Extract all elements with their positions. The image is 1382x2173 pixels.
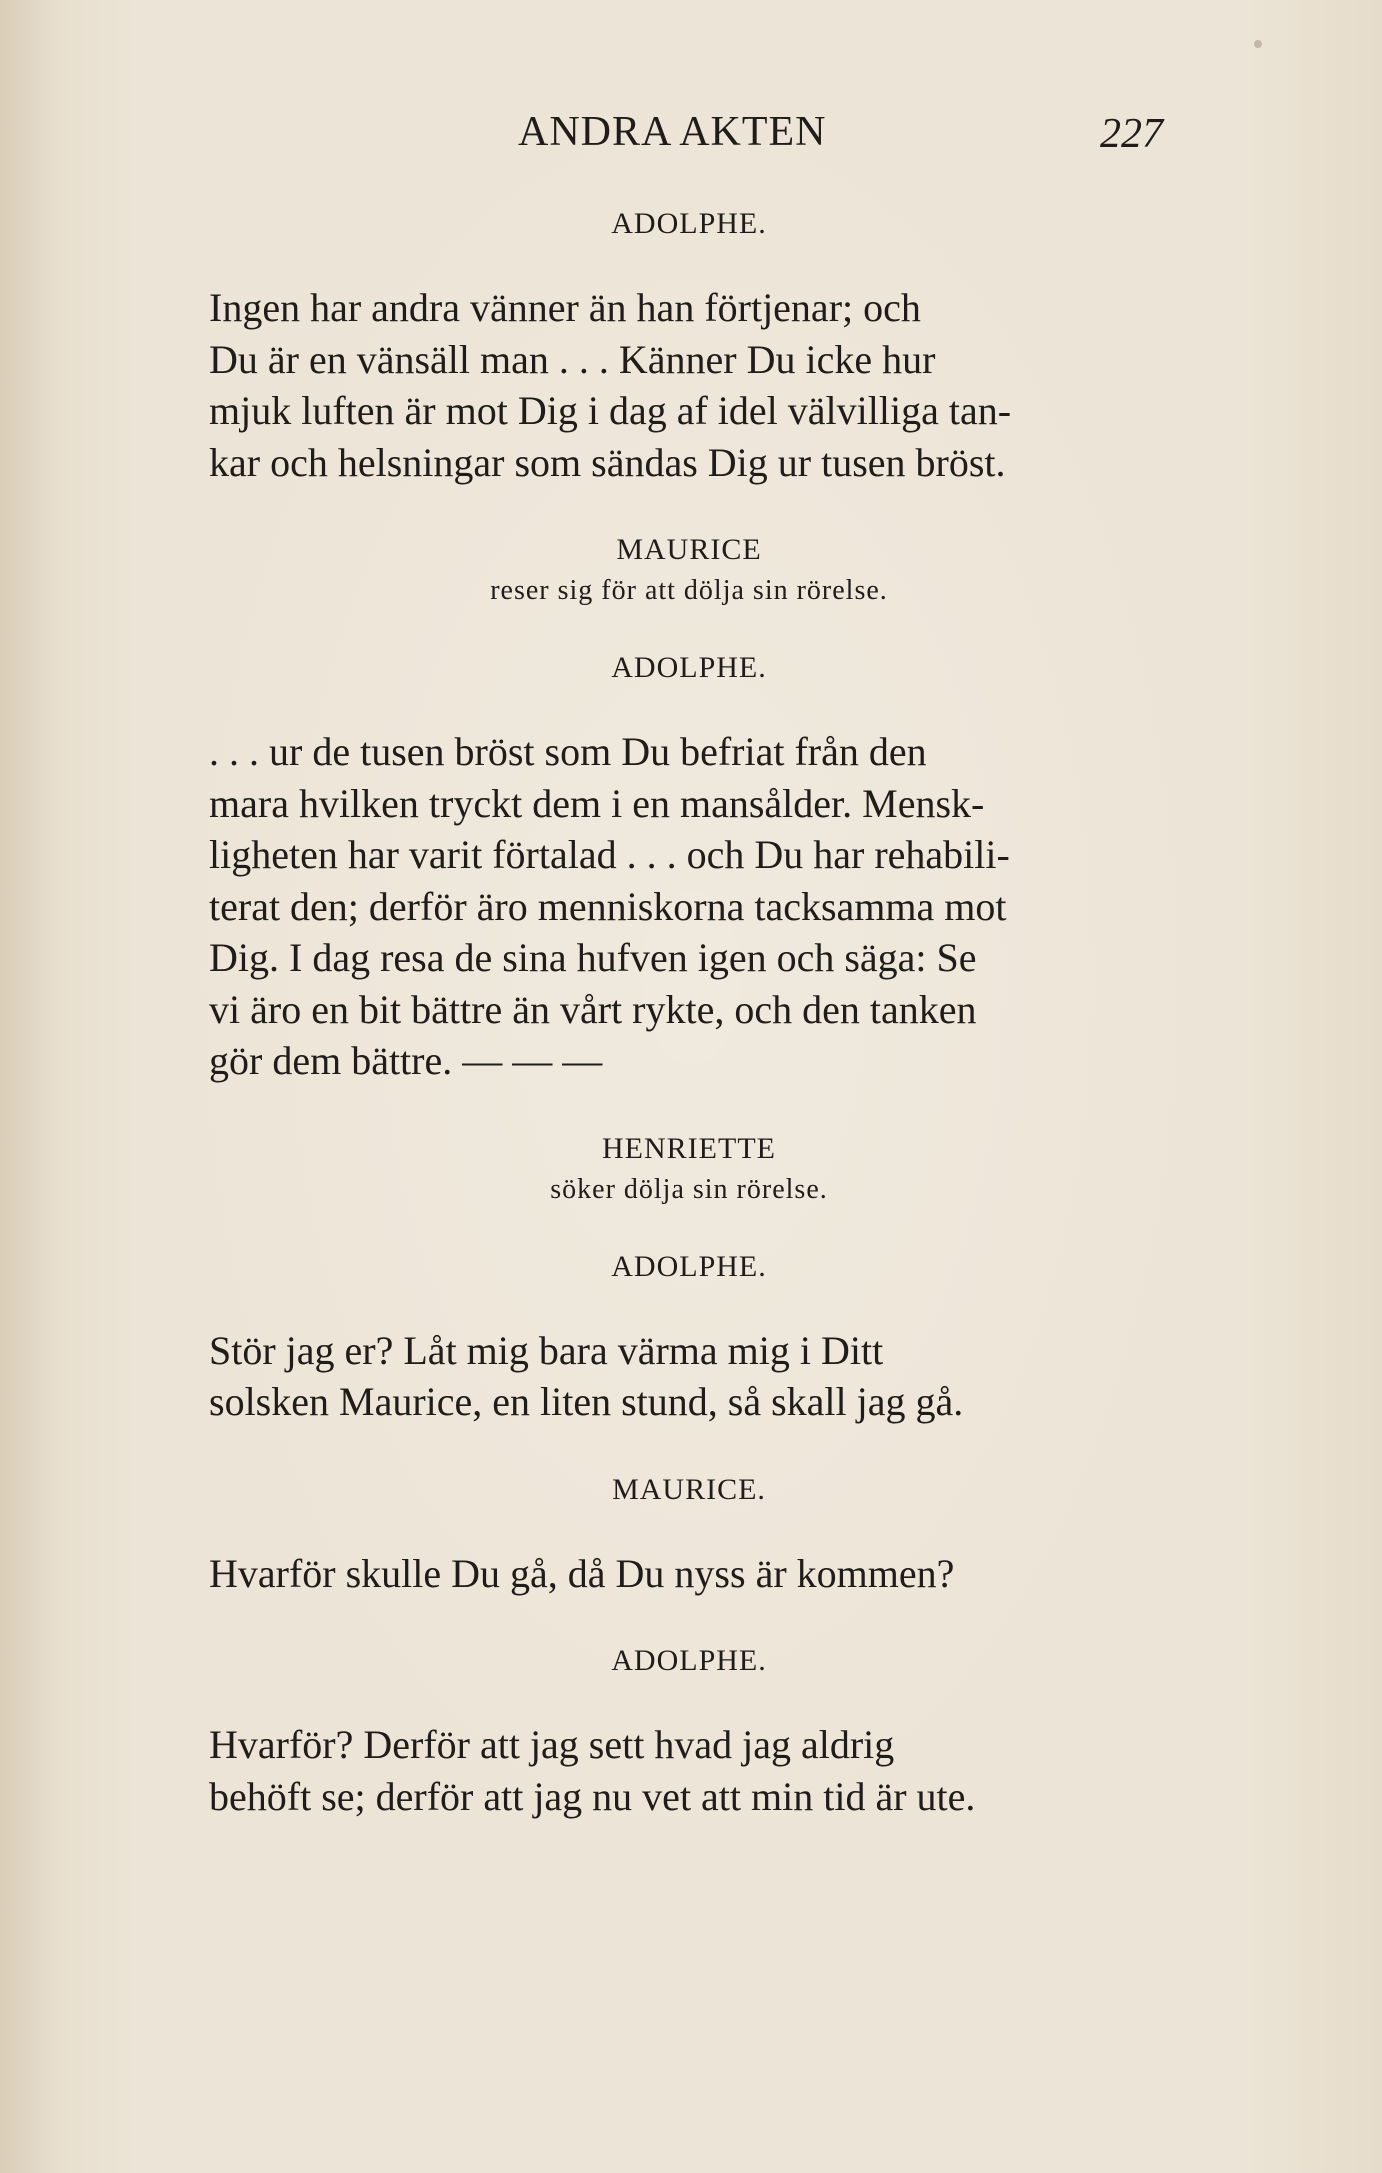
page-body (209, 206, 1169, 1822)
stage-direction: reser sig för att dölja sin rörelse. (490, 575, 888, 606)
speaker-name: ADOLPHE. (611, 651, 767, 684)
speaker-name: MAURICE (616, 533, 762, 566)
speaker-name: MAURICE. (612, 1472, 766, 1506)
speaker-name: ADOLPHE. (611, 1249, 767, 1283)
speech-text: . . . ur de tusen bröst som Du befriat från den mara hvilken tryckt dem i en mansålder. Mensk- ligheten har varit förtalad . . . och Du har rehabili- terat den; derför äro menniskorna tacksamma mot Dig. I dag resa de sina hufven igen och säga: Se vi äro en bit bättre än vårt rykte, och den tanken gör dem bättre. — — — (209, 729, 1010, 1083)
speech-text: Ingen har andra vänner än han förtjenar; och Du är en vänsäll man . . . Känner Du icke hur mjuk luften är mot Dig i dag af idel välvilliga tan- kar och helsningar som sändas Dig ur tusen bröst. (209, 285, 1012, 485)
paper-speck (1254, 40, 1262, 48)
running-head: ANDRA AKTEN (518, 109, 827, 155)
page-header (0, 108, 1382, 168)
speech-text: Hvarför skulle Du gå, då Du nyss är kommen? (209, 1550, 955, 1596)
speaker-name: ADOLPHE. (611, 1644, 767, 1677)
stage-direction: söker dölja sin rörelse. (550, 1173, 828, 1205)
speech-text: Stör jag er? Låt mig bara värma mig i Ditt solsken Maurice, en liten stund, så skall jag gå. (209, 1327, 964, 1424)
speech-text: Hvarför? Derför att jag sett hvad jag aldrig behöft se; derför att jag nu vet att min tid är ute. (209, 1722, 976, 1819)
speaker-name: HENRIETTE (602, 1131, 776, 1165)
page-number: 227 (1100, 111, 1163, 157)
speaker-name: ADOLPHE. (611, 207, 767, 240)
